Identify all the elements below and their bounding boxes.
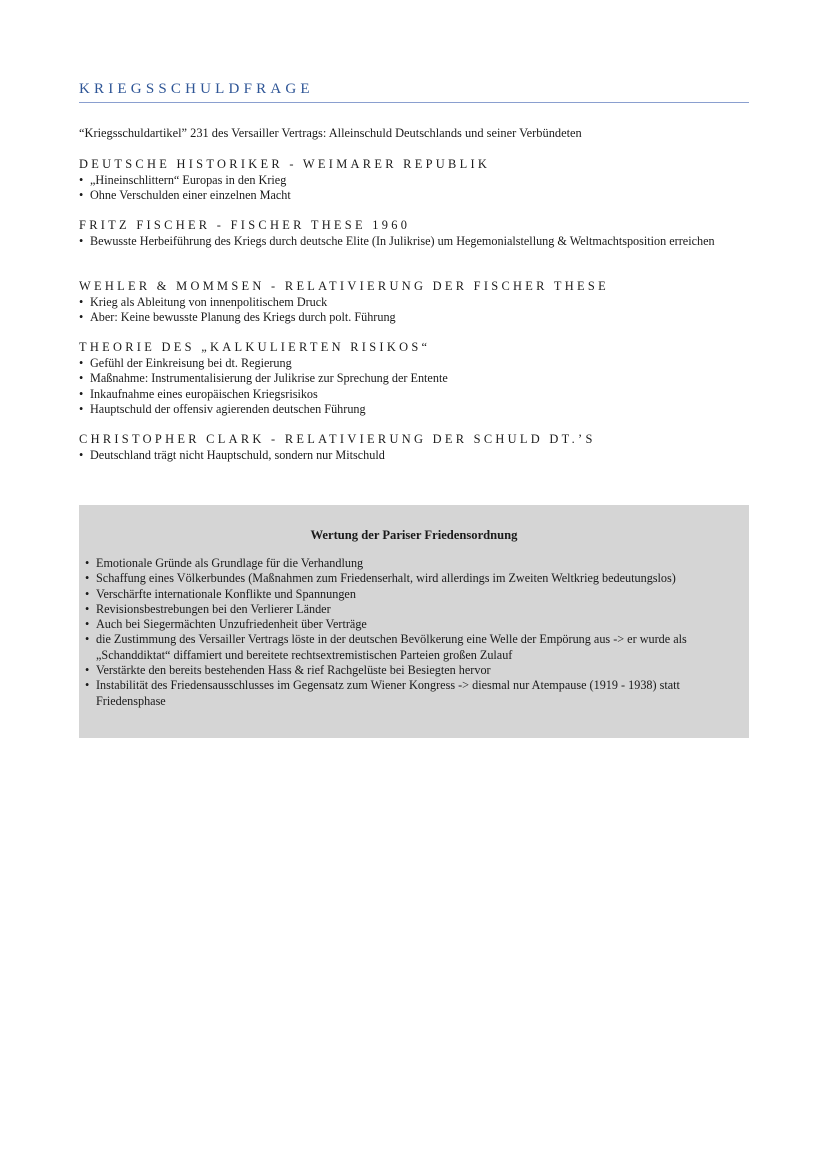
bullet-list — [79, 173, 759, 204]
intro-line: “Kriegsschuldartikel” 231 des Versailler Vertrags: Alleinschuld Deutschlands und seiner Verbündeten — [79, 126, 582, 140]
list-item: • Gefühl der Einkreisung bei dt. Regierung — [79, 356, 759, 371]
box-title: Wertung der Pariser Friedensordnung — [310, 528, 518, 542]
title-divider — [79, 102, 749, 103]
section-wehler-mommsen — [79, 278, 759, 326]
list-item: • Bewusste Herbeiführung des Kriegs durch deutsche Elite (In Julikrise) um Hegemonialstellung & Weltmachtsposition erreichen — [79, 234, 759, 249]
list-item: • Auch bei Siegermächten Unzufriedenheit über Verträge — [85, 617, 741, 632]
section-fischer-these — [79, 217, 759, 249]
section-heading: FRITZ FISCHER - FISCHER THESE 1960 — [79, 218, 411, 232]
section-heading: WEHLER & MOMMSEN - RELATIVIERUNG DER FISCHER THESE — [79, 279, 609, 293]
list-item: • Deutschland trägt nicht Hauptschuld, sondern nur Mitschuld — [79, 448, 759, 463]
list-item: • Verschärfte internationale Konflikte und Spannungen — [85, 587, 741, 602]
list-item: • Schaffung eines Völkerbundes (Maßnahmen zum Friedenserhalt, wird allerdings im Zweiten Weltkrieg bedeutungslos) — [85, 571, 741, 586]
list-item: • Inkaufnahme eines europäischen Kriegsrisikos — [79, 387, 759, 402]
section-heading: DEUTSCHE HISTORIKER - WEIMARER REPUBLIK — [79, 157, 491, 171]
bullet-list — [79, 295, 759, 326]
list-item: • Emotionale Gründe als Grundlage für die Verhandlung — [85, 556, 741, 571]
list-item: • Krieg als Ableitung von innenpolitischem Druck — [79, 295, 759, 310]
list-item: • Ohne Verschulden einer einzelnen Macht — [79, 188, 759, 203]
section-heading: THEORIE DES „KALKULIERTEN RISIKOS“ — [79, 340, 431, 354]
list-item: • die Zustimmung des Versailler Vertrags löste in der deutschen Bevölkerung eine Welle der Empörung aus -> er wurde als „Schanddiktat“ diffamiert und bereitete rechtsextremistischen Parteien großen Zulauf — [85, 632, 741, 663]
bullet-list — [79, 448, 759, 463]
section-kalkuliertes-risiko — [79, 339, 759, 418]
section-christopher-clark — [79, 431, 759, 463]
list-item: • „Hineinschlittern“ Europas in den Krieg — [79, 173, 759, 188]
section-weimarer-historiker — [79, 156, 759, 204]
bullet-list — [79, 356, 759, 418]
list-item: • Verstärkte den bereits bestehenden Hass & rief Rachgelüste bei Besiegten hervor — [85, 663, 741, 678]
list-item: • Aber: Keine bewusste Planung des Kriegs durch polt. Führung — [79, 310, 759, 325]
box-bullet-list — [85, 556, 741, 709]
list-item: • Instabilität des Friedensausschlusses im Gegensatz zum Wiener Kongress -> diesmal nur Atempause (1919 - 1938) statt Friedensphase — [85, 678, 741, 709]
bullet-list — [79, 234, 759, 249]
page-title: KRIEGSSCHULDFRAGE — [79, 81, 314, 97]
list-item: • Revisionsbestrebungen bei den Verlierer Länder — [85, 602, 741, 617]
list-item: • Maßnahme: Instrumentalisierung der Julikrise zur Sprechung der Entente — [79, 371, 759, 386]
friedensordnung-box — [79, 505, 749, 738]
list-item: • Hauptschuld der offensiv agierenden deutschen Führung — [79, 402, 759, 417]
section-heading: CHRISTOPHER CLARK - RELATIVIERUNG DER SCHULD DT.’S — [79, 432, 596, 446]
